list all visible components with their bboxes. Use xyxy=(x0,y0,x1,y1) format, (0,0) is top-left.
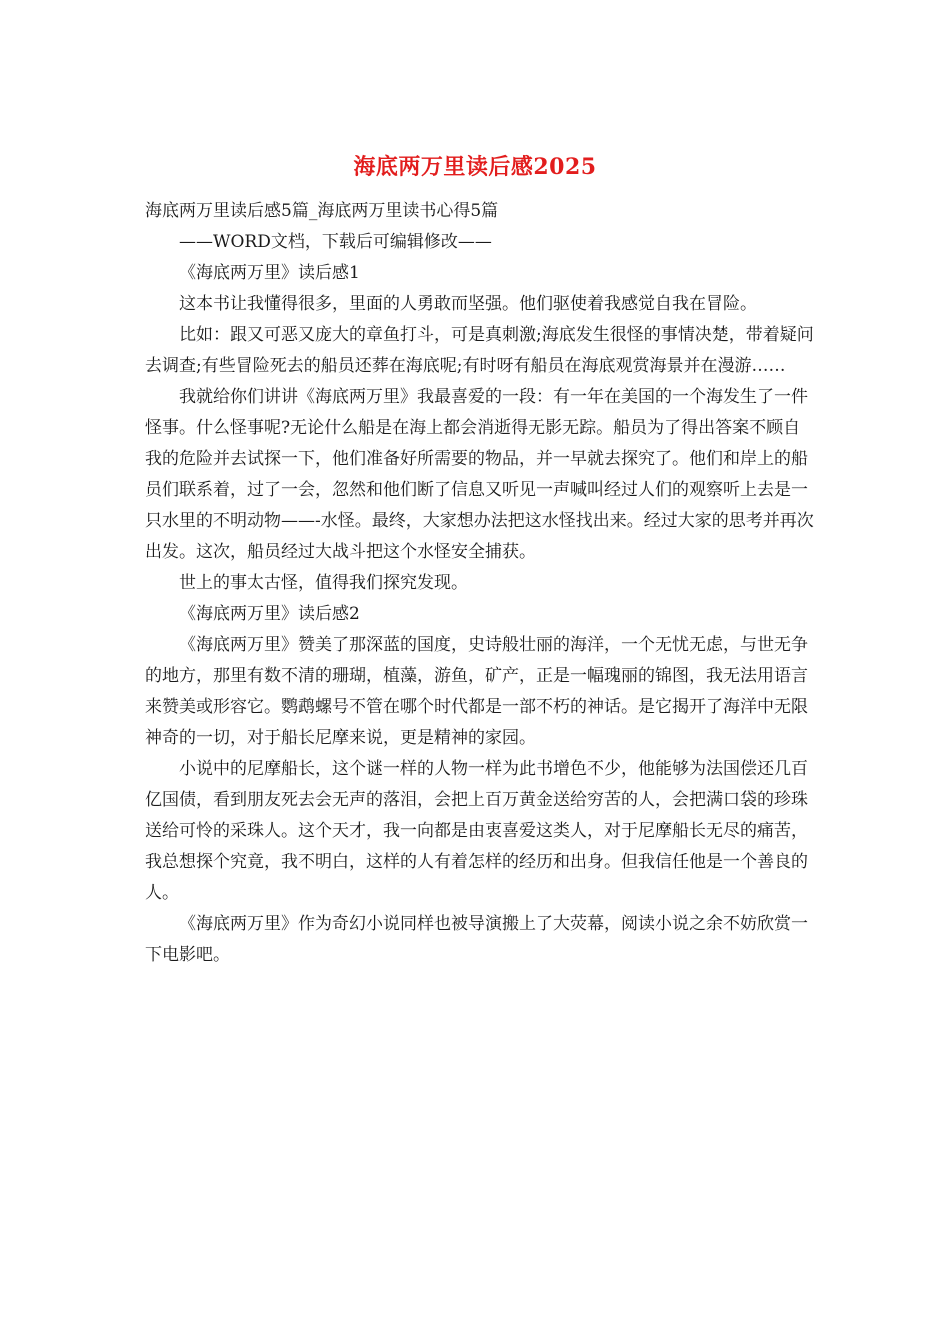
section-heading-2: 《海底两万里》读后感2 xyxy=(179,604,360,624)
paragraph: 这本书让我懂得很多，里面的人勇敢而坚强。他们驱使着我感觉自我在冒险。 xyxy=(179,294,757,314)
section-heading-1: 《海底两万里》读后感1 xyxy=(179,263,360,283)
paragraph: 我就给你们讲讲《海底两万里》我最喜爱的一段：有一年在美国的一个海发生了一件怪事。什么怪事呢?无论什么船是在海上都会消逝得无影无踪。船员为了得出答案不顾自我的危险并去试探一下，他们准备好所需要的物品，并一早就去探究了。他们和岸上的船员们联系着，过了一会，忽然和他们断了信息又听见一声喊叫经过人们的观察听上去是一只水里的不明动物——-水怪。最终，大家想办法把这水怪找出来。经过大家的思考并再次出发。这次，船员经过大战斗把这个水怪安全捕获。 xyxy=(145,387,814,562)
document-subtitle: 海底两万里读后感5篇_海底两万里读书心得5篇 xyxy=(145,201,499,221)
document-body xyxy=(145,196,815,971)
paragraph: 比如：跟又可恶又庞大的章鱼打斗，可是真刺激;海底发生很怪的事情决楚，带着疑问去调查;有些冒险死去的船员还葬在海底呢;有时呀有船员在海底观赏海景并在漫游…… xyxy=(145,325,814,376)
word-note: ——WORD文档，下载后可编辑修改—— xyxy=(179,232,492,252)
paragraph: 《海底两万里》赞美了那深蓝的国度，史诗般壮丽的海洋，一个无忧无虑，与世无争的地方，那里有数不清的珊瑚，植藻，游鱼，矿产，正是一幅瑰丽的锦图，我无法用语言来赞美或形容它。鹦鹉螺号不管在哪个时代都是一部不朽的神话。是它揭开了海洋中无限神奇的一切，对于船长尼摩来说，更是精神的家园。 xyxy=(145,635,808,748)
paragraph: 小说中的尼摩船长，这个谜一样的人物一样为此书增色不少，他能够为法国偿还几百亿国债，看到朋友死去会无声的落泪，会把上百万黄金送给穷苦的人，会把满口袋的珍珠送给可怜的采珠人。这个天才，我一向都是由衷喜爱这类人，对于尼摩船长无尽的痛苦，我总想探个究竟，我不明白，这样的人有着怎样的经历和出身。但我信任他是一个善良的人。 xyxy=(145,759,808,903)
document-title: 海底两万里读后感2025 xyxy=(353,154,597,180)
paragraph: 世上的事太古怪，值得我们探究发现。 xyxy=(179,573,468,593)
paragraph: 《海底两万里》作为奇幻小说同样也被导演搬上了大荧幕，阅读小说之余不妨欣赏一下电影吧。 xyxy=(145,914,808,965)
